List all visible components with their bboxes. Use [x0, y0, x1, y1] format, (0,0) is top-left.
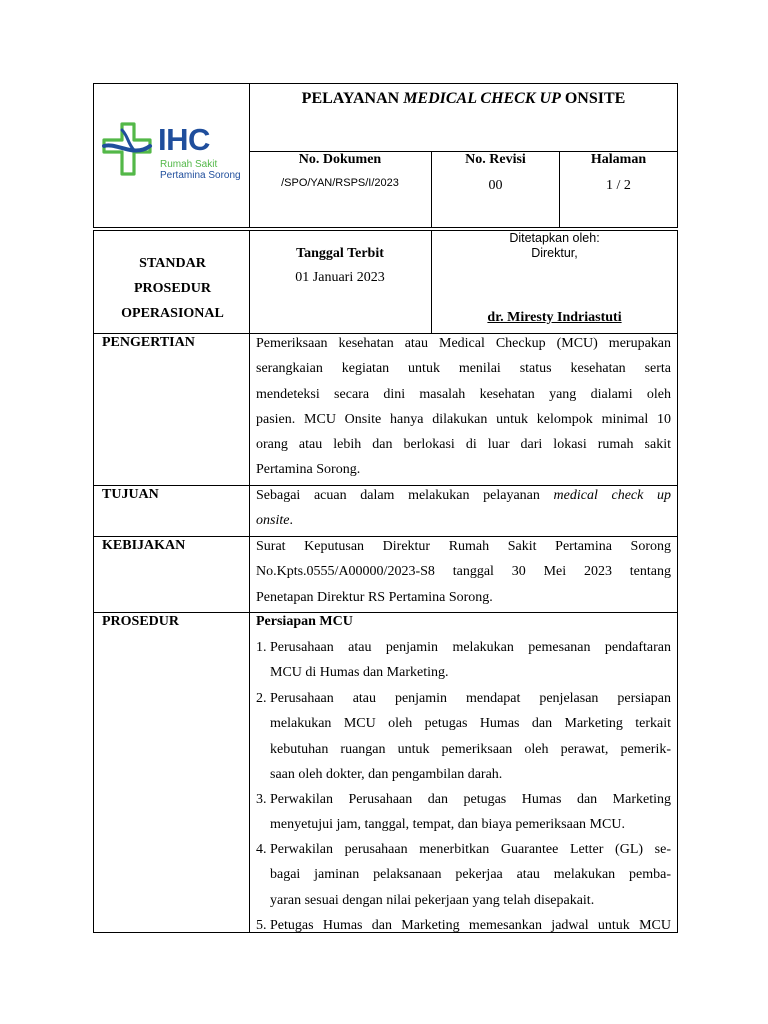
item-line: saan oleh dokter, dan pengambilan darah. [270, 766, 503, 782]
kebijakan-line: No.Kpts.0555/A00000/2023-S8 tanggal 30 Mei 2023 tentang [256, 564, 671, 580]
document-title [250, 90, 677, 108]
pengertian-line: mendeteksi secara dini masalah kesehatan yang dialami oleh [256, 386, 671, 402]
item-number: 1. [256, 640, 267, 655]
signer-name: dr. Miresty Indriastuti [487, 310, 622, 325]
item-number: 5. [256, 918, 267, 933]
set-by-label: Ditetapkan oleh: [509, 231, 600, 245]
prosedur-heading: Persiapan MCU [256, 614, 353, 629]
row-divider-kebijakan [93, 612, 678, 613]
title-suffix: ONSITE [560, 90, 626, 107]
main-column-divider [249, 230, 250, 933]
item-number: 3. [256, 792, 267, 807]
prosedur-label: PROSEDUR [102, 614, 180, 629]
pengertian-line: serangkaian kegiatan untuk menilai status kesehatan serta [256, 361, 671, 377]
doc-number-label: No. Dokumen [298, 152, 382, 167]
header-border-left [93, 83, 94, 228]
page-value: 1 / 2 [606, 178, 631, 193]
pengertian-line: pasien. MCU Onsite hanya dilakukan untuk kelompok minimal 10 [256, 411, 671, 427]
main-border-right [677, 230, 678, 933]
item-line: melakukan MCU oleh petugas Humas dan Marketing terkait [270, 716, 671, 732]
item-number: 4. [256, 842, 267, 857]
item-line: Perwakilan Perusahaan dan petugas Humas dan Marketing [270, 792, 671, 807]
item-line: menyetujui jam, tanggal, tempat, dan biaya pemeriksaan MCU. [270, 817, 625, 833]
header-border-right [677, 83, 678, 228]
sop-line1: STANDAR [139, 256, 206, 271]
tujuan-line1-italic: medical check up [553, 488, 671, 503]
item-line: Perusahaan atau penjamin mendapat penjelasan persiapan [270, 691, 671, 706]
logo-line1: Rumah Sakit [160, 159, 218, 170]
pengertian-line: Pertamina Sorong. [256, 462, 361, 478]
item-line: kebutuhan ruangan untuk pemeriksaan oleh perawat, pemerik- [270, 741, 671, 757]
revision-label: No. Revisi [465, 152, 526, 167]
pengertian-line: Pemeriksaan kesehatan atau Medical Checkup (MCU) merupakan [256, 336, 671, 351]
kebijakan-text [256, 534, 671, 610]
kebijakan-label: KEBIJAKAN [102, 538, 186, 553]
issue-date-value: 01 Januari 2023 [295, 270, 385, 285]
header-border-top [93, 83, 678, 84]
logo-brand: IHC [158, 122, 210, 157]
sop-line3: OPERASIONAL [121, 306, 224, 321]
kebijakan-line: Penetapan Direktur RS Pertamina Sorong. [256, 589, 493, 605]
tujuan-line2-italic: onsite [256, 513, 290, 529]
logo-line2: Pertamina Sorong [160, 170, 241, 181]
item-line: Perusahaan atau penjamin melakukan pemesanan pendaftaran [270, 640, 671, 655]
item-number: 2. [256, 691, 267, 706]
tujuan-line1 [256, 483, 671, 508]
position-label: Direktur, [531, 246, 578, 260]
item-line: Petugas Humas dan Marketing memesankan jadwal untuk MCU [270, 918, 671, 933]
tujuan-line2 [256, 508, 671, 533]
pengertian-label: PENGERTIAN [102, 335, 195, 350]
pengertian-text [256, 331, 671, 483]
title-italic: MEDICAL CHECK UP [403, 90, 561, 107]
item-line: bagai jaminan pelaksanaan pekerjaa atau melakukan pemba- [270, 867, 671, 883]
revision-value: 00 [488, 178, 503, 193]
sop-line2: PROSEDUR [133, 281, 211, 296]
page-label: Halaman [590, 152, 647, 167]
pengertian-line: orang atau lebih dan berlokasi di luar dari lokasi rumah sakit [256, 437, 671, 453]
item-line: MCU di Humas dan Marketing. [270, 665, 449, 681]
item-line: yaran sesuai dengan nilai pekerjaan yang telah disepakait. [270, 892, 595, 908]
tujuan-text [256, 483, 671, 534]
header-border-bottom [93, 227, 678, 228]
ihc-cross-icon [100, 120, 156, 178]
main-border-left [93, 230, 94, 933]
hospital-logo [100, 120, 245, 180]
issue-date-label: Tanggal Terbit [296, 246, 384, 261]
doc-number-value: /SPO/YAN/RSPS/I/2023 [281, 177, 399, 189]
tujuan-line1-text: Sebagai acuan dalam melakukan pelayanan [256, 488, 540, 503]
tujuan-line2-end: . [289, 513, 293, 529]
tujuan-label: TUJUAN [102, 487, 159, 502]
title-prefix: PELAYANAN [301, 90, 404, 107]
kebijakan-line: Surat Keputusan Direktur Rumah Sakit Pertamina Sorong [256, 539, 671, 554]
item-line: Perwakilan perusahaan menerbitkan Guarantee Letter (GL) se- [270, 842, 671, 857]
